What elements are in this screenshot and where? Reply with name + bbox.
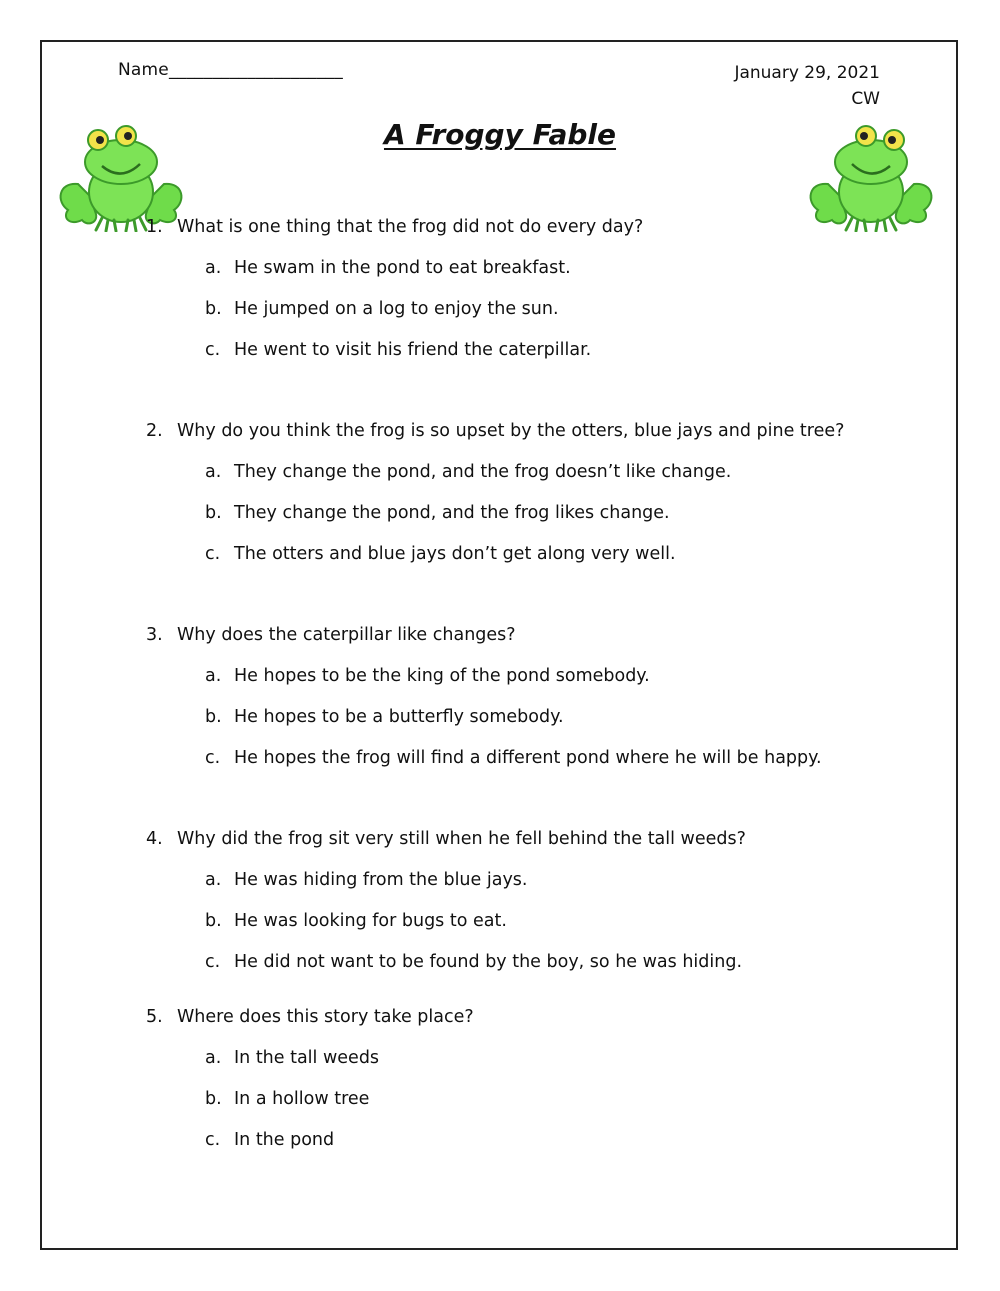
question-item — [146, 825, 926, 976]
question-text: Why does the caterpillar like changes? — [177, 625, 516, 645]
answer-option[interactable] — [205, 703, 926, 731]
answer-option[interactable] — [205, 540, 926, 568]
page-title: A Froggy Fable — [383, 118, 617, 151]
question-number: 4. — [146, 829, 163, 849]
answer-option[interactable] — [205, 948, 926, 976]
option-text: They change the pond, and the frog doesn’t like change. — [234, 462, 732, 482]
answer-option[interactable] — [205, 336, 926, 364]
option-text: In the tall weeds — [234, 1048, 380, 1068]
option-text: He hopes to be a butterfly somebody. — [234, 707, 564, 727]
option-list — [205, 254, 926, 364]
answer-option[interactable] — [205, 295, 926, 323]
answer-option[interactable] — [205, 499, 926, 527]
answer-option[interactable] — [205, 907, 926, 935]
option-list — [205, 458, 926, 568]
question-text: Why did the frog sit very still when he fell behind the tall weeds? — [177, 829, 746, 849]
option-letter: a. — [205, 666, 222, 686]
option-text: He went to visit his friend the caterpillar. — [234, 340, 592, 360]
answer-option[interactable] — [205, 1044, 926, 1072]
question-number: 3. — [146, 625, 163, 645]
option-letter: b. — [205, 299, 222, 319]
option-list — [205, 1044, 926, 1154]
header-meta — [734, 60, 880, 112]
option-letter: a. — [205, 870, 222, 890]
question-number: 2. — [146, 421, 163, 441]
option-letter: c. — [205, 544, 221, 564]
option-letter: c. — [205, 1130, 221, 1150]
answer-option[interactable] — [205, 866, 926, 894]
option-letter: c. — [205, 340, 221, 360]
option-letter: a. — [205, 462, 222, 482]
question-text: What is one thing that the frog did not do every day? — [177, 217, 644, 237]
date-label: January 29, 2021 — [734, 63, 880, 83]
option-list — [205, 866, 926, 976]
question-number: 1. — [146, 217, 163, 237]
answer-option[interactable] — [205, 1085, 926, 1113]
option-text: He was looking for bugs to eat. — [234, 911, 507, 931]
question-list — [146, 213, 926, 1154]
option-text: He did not want to be found by the boy, so he was hiding. — [234, 952, 743, 972]
option-text: They change the pond, and the frog likes change. — [234, 503, 670, 523]
option-letter: a. — [205, 258, 222, 278]
question-item — [146, 621, 926, 772]
answer-option[interactable] — [205, 254, 926, 282]
question-text: Where does this story take place? — [177, 1007, 474, 1027]
question-number: 5. — [146, 1007, 163, 1027]
option-letter: b. — [205, 503, 222, 523]
name-field-label: Name____________________ — [118, 60, 343, 80]
option-letter: c. — [205, 952, 221, 972]
option-letter: b. — [205, 1089, 222, 1109]
option-text: He swam in the pond to eat breakfast. — [234, 258, 571, 278]
initials-label: CW — [851, 89, 880, 109]
answer-option[interactable] — [205, 744, 926, 772]
option-text: He hopes to be the king of the pond somebody. — [234, 666, 650, 686]
option-letter: a. — [205, 1048, 222, 1068]
option-letter: b. — [205, 911, 222, 931]
answer-option[interactable] — [205, 458, 926, 486]
question-item — [146, 1003, 926, 1154]
option-text: He was hiding from the blue jays. — [234, 870, 528, 890]
question-item — [146, 213, 926, 364]
option-text: He hopes the frog will find a different pond where he will be happy. — [234, 748, 822, 768]
option-text: In the pond — [234, 1130, 335, 1150]
answer-option[interactable] — [205, 1126, 926, 1154]
option-list — [205, 662, 926, 772]
option-text: He jumped on a log to enjoy the sun. — [234, 299, 559, 319]
question-text: Why do you think the frog is so upset by the otters, blue jays and pine tree? — [177, 421, 845, 441]
option-letter: c. — [205, 748, 221, 768]
option-letter: b. — [205, 707, 222, 727]
option-text: In a hollow tree — [234, 1089, 370, 1109]
answer-option[interactable] — [205, 662, 926, 690]
question-item — [146, 417, 926, 568]
option-text: The otters and blue jays don’t get along very well. — [234, 544, 676, 564]
